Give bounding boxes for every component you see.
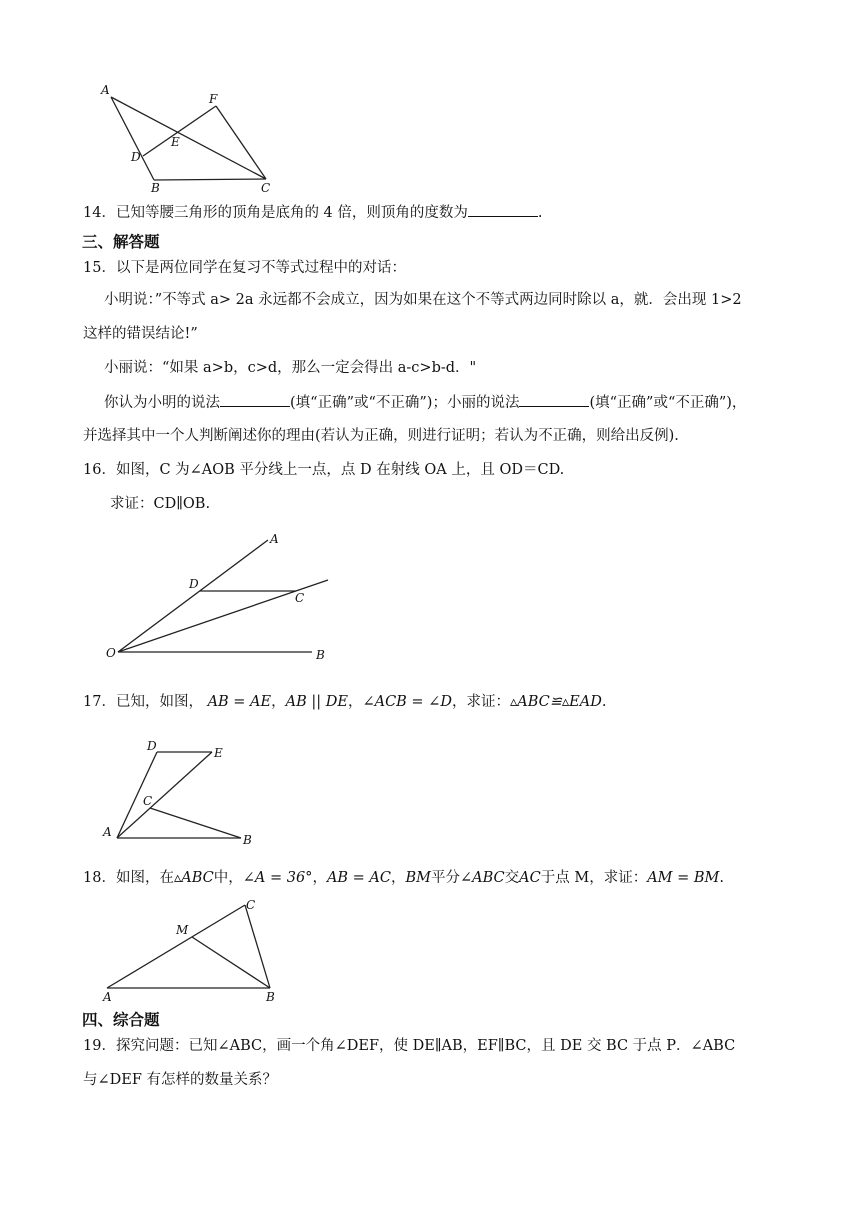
label-b: B [266, 990, 275, 1004]
label-d: D [147, 739, 157, 753]
question-19-line1 [83, 1036, 735, 1056]
q19-number: 19． [83, 1038, 116, 1054]
q17-sep1: ， [271, 694, 286, 710]
q19-text-line1: 探究问题：已知∠ABC，画一个角∠DEF，使 DE∥AB，EF∥BC，且 DE 交 BC 于点 P．∠ABC [115, 1038, 736, 1054]
segment-ab [111, 97, 154, 180]
segment-bc [154, 179, 266, 180]
q15-ask-part3: (填“正确”或“不正确”)， [589, 395, 747, 411]
label-d: D [189, 577, 199, 591]
question-15-intro [83, 258, 406, 278]
label-b: B [243, 833, 252, 847]
q18-point-m: 于点 M，求证： [540, 870, 648, 886]
question-16 [83, 460, 564, 480]
figure-q13-svg [95, 80, 285, 195]
segment-ae [117, 752, 212, 838]
q15-blank-xiaoming[interactable] [220, 392, 290, 407]
q14-end: . [537, 205, 543, 221]
q14-answer-blank[interactable] [468, 202, 538, 217]
section-3-heading: 三、解答题 [82, 233, 160, 251]
label-m: M [176, 923, 189, 937]
question-19-line2: 与∠DEF 有怎样的数量关系？ [83, 1072, 278, 1088]
figure-q17-svg [95, 738, 270, 853]
q17-sep2: ， [347, 694, 363, 710]
label-a: A [103, 825, 112, 839]
figure-q17 [95, 738, 270, 853]
figure-q18 [95, 895, 295, 1005]
q18-angle-abc: ∠ABC [460, 870, 505, 886]
question-14 [83, 202, 543, 223]
question-17 [83, 692, 606, 712]
q18-cond2: AB = AC [326, 870, 391, 886]
label-a: A [103, 990, 112, 1004]
label-e: E [171, 135, 180, 149]
segment-cb [245, 905, 270, 988]
q14-text: 已知等腰三角形的顶角是底角的 4 倍，则顶角的度数为 [115, 205, 468, 221]
figure-q18-svg [95, 895, 295, 1005]
segment-cb [150, 808, 241, 838]
q17-goal: ▵ABC≌▵EAD [509, 694, 602, 710]
q15-number: 15． [83, 260, 116, 276]
q17-lead: 已知，如图， [115, 694, 203, 710]
q18-meet-word: 交 [504, 870, 520, 886]
q18-number: 18． [83, 870, 116, 886]
label-e: E [214, 746, 223, 760]
q17-cond2: AB || DE [285, 694, 348, 710]
q18-cond1: ∠A = 36° [242, 870, 313, 886]
q15-blank-xiaoli[interactable] [519, 392, 589, 407]
label-b: B [316, 648, 325, 662]
q18-triangle: ▵ABC [173, 870, 214, 886]
q15-xiaoming-line1: 小明说：”不等式 a> 2a 永远都不会成立，因为如果在这个不等式两边同时除以 a，就．会出现 1>2 [104, 292, 742, 308]
label-c: C [295, 591, 305, 605]
q18-end: . [719, 870, 725, 886]
q15-ask-part2: (填“正确”或“不正确”)；小丽的说法 [290, 395, 520, 411]
segment-mb [192, 937, 270, 988]
label-c: C [261, 181, 271, 195]
q16-number: 16． [83, 462, 116, 478]
q15-ask-part1: 你认为小明的说法 [104, 395, 220, 411]
q18-sep1: ， [312, 870, 327, 886]
label-f: F [209, 92, 218, 106]
q16-prove: 求证：CD∥OB. [110, 496, 211, 512]
q18-lead: 如图，在 [115, 870, 174, 886]
label-d: D [131, 150, 141, 164]
label-a: A [270, 532, 279, 546]
question-18 [83, 868, 724, 888]
q15-xiaoli: 小丽说：“如果 a>b，c>d，那么一定会得出 a-c>b-d．" [104, 360, 477, 376]
label-c: C [143, 794, 153, 808]
figure-q16-svg [100, 530, 350, 670]
q18-bm: BM [405, 870, 432, 886]
ray-oa [118, 540, 268, 652]
label-o: O [106, 646, 116, 660]
q18-goal: AM = BM [647, 870, 720, 886]
q18-ac: AC [519, 870, 541, 886]
section-4-heading: 四、综合题 [82, 1011, 160, 1029]
label-c: C [246, 898, 256, 912]
q18-mid: 中， [213, 870, 243, 886]
q14-number: 14． [83, 205, 116, 221]
segment-cf [216, 106, 266, 179]
q18-bisect-word: 平分 [431, 870, 461, 886]
q15-xiaoming-line2: 这样的错误结论!” [83, 326, 198, 342]
segment-ac [107, 905, 245, 988]
figure-q16 [100, 530, 350, 670]
figure-q13 [95, 80, 285, 195]
q17-cond1: AB = AE [207, 694, 272, 710]
q17-end: . [601, 694, 607, 710]
q17-number: 17． [83, 694, 116, 710]
q15-intro-text: 以下是两位同学在复习不等式过程中的对话： [115, 260, 406, 276]
q17-sep3: ，求证： [451, 694, 510, 710]
q16-text: 如图，C 为∠AOB 平分线上一点，点 D 在射线 OA 上，且 OD＝CD. [115, 462, 565, 478]
segment-ac [111, 97, 266, 179]
label-a: A [101, 83, 110, 97]
q18-sep2: ， [391, 870, 406, 886]
label-b: B [151, 181, 160, 195]
q17-cond3: ∠ACB = ∠D [362, 694, 452, 710]
q15-ask-line2: 并选择其中一个人判断阐述你的理由(若认为正确，则进行证明；若认为不正确，则给出反例). [83, 428, 679, 444]
q15-ask-line1 [104, 392, 746, 413]
